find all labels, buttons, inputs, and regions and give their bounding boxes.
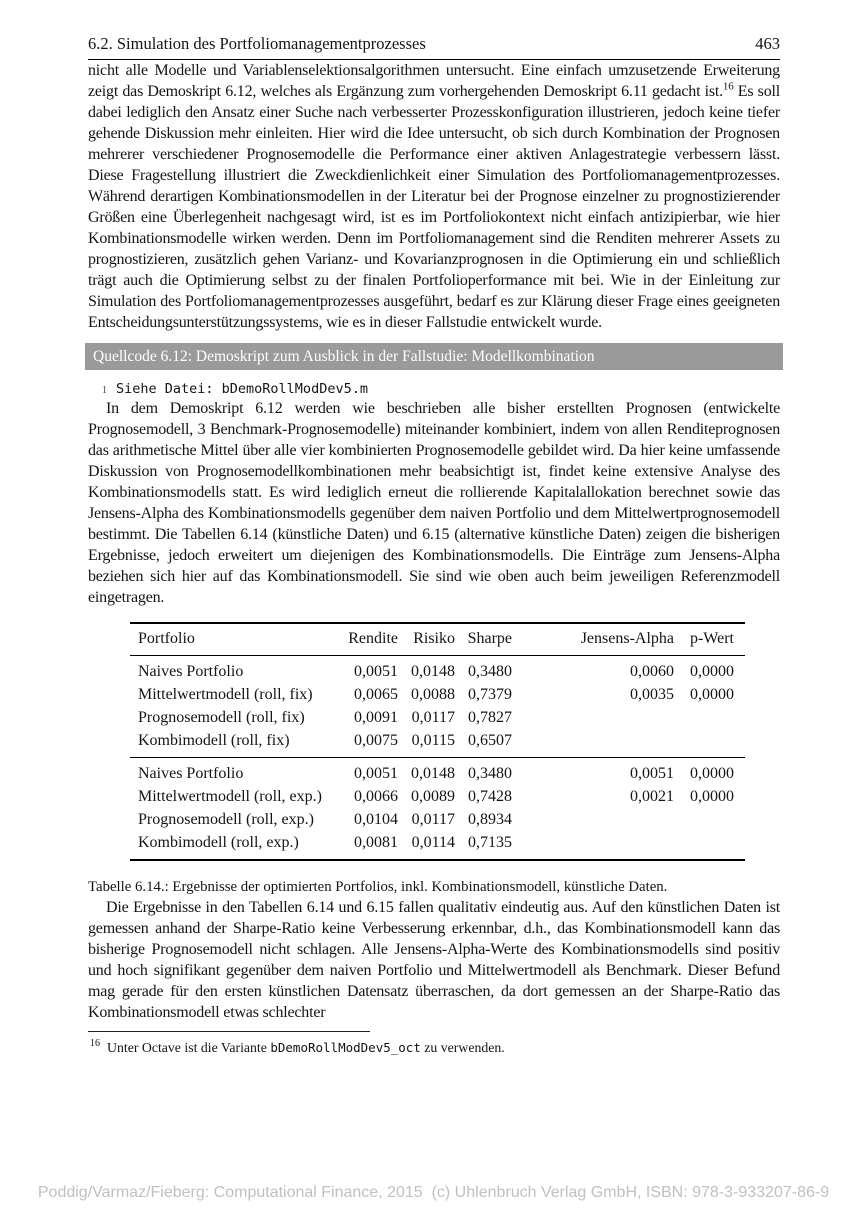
cell: 0,0000 xyxy=(690,765,734,782)
cell xyxy=(674,706,745,729)
table-row xyxy=(130,656,745,684)
cell: Kombimodell (roll, fix) xyxy=(138,732,290,749)
cell: Naives Portfolio xyxy=(138,663,244,680)
running-header xyxy=(88,34,780,60)
cell: 0,0091 xyxy=(354,709,398,726)
table-row xyxy=(130,808,745,831)
table-row xyxy=(130,683,745,706)
cell: 0,0021 xyxy=(630,788,674,805)
cell: Mittelwertmodell (roll, fix) xyxy=(138,686,313,703)
col-header-sharpe: Sharpe xyxy=(467,630,512,647)
paragraph-3: Die Ergebnisse in den Tabellen 6.14 und 6.15 fallen qualitativ eindeutig aus. Auf den künstlichen Daten ist gemessen anhand der Sharpe-Ratio keine Verbesserung erkennbar, d.h., das Kombinationsmodell kann das bisherige Prognosemodell nicht schlagen. Alle Jensens-Alpha-Werte des Kombinationsmodells sind positiv und hoch signifikant gegenüber dem naiven Portfolio und Mittelwertmodell als Benchmark. Dieser Befund mag gerade für den ersten künstlichen Datensatz überraschen, da dort gemessen an der Sharpe-Ratio das Kombinationsmodell etwas schlechter xyxy=(88,899,780,1021)
cell xyxy=(512,831,674,860)
cell: 0,0035 xyxy=(630,686,674,703)
cell: 0,0114 xyxy=(411,834,455,851)
table-row xyxy=(130,831,745,860)
code-line-number: 1 xyxy=(102,385,107,396)
col-header-risiko: Risiko xyxy=(413,630,455,647)
cell: 0,7827 xyxy=(468,709,512,726)
cell: 0,3480 xyxy=(468,765,512,782)
col-header-portfolio: Portfolio xyxy=(138,630,195,647)
footnote-marker: 16 xyxy=(90,1038,100,1050)
cell: 0,0081 xyxy=(354,834,398,851)
cell: 0,0117 xyxy=(411,811,455,828)
table-header-row xyxy=(130,623,745,656)
cell: 0,0060 xyxy=(630,663,674,680)
cell xyxy=(674,729,745,758)
section-title: 6.2. Simulation des Portfoliomanagementprozesses xyxy=(88,34,426,53)
code-line xyxy=(88,381,780,398)
cell: Prognosemodell (roll, fix) xyxy=(138,709,305,726)
footnote-reference: 16 xyxy=(722,80,734,93)
page-number: 463 xyxy=(755,34,780,53)
footnote-text: Unter Octave ist die Variante xyxy=(107,1040,271,1055)
cell: 0,0051 xyxy=(630,765,674,782)
table-caption: Tabelle 6.14.: Ergebnisse der optimierten Portfolios, inkl. Kombinationsmodell, künstliche Daten. xyxy=(88,879,668,895)
table-header xyxy=(130,623,745,656)
page-footer: Poddig/Varmaz/Fieberg: Computational Finance, 2015 (c) Uhlenbruch Verlag GmbH, ISBN: 978-3-933207-86-9 xyxy=(37,1184,830,1201)
cell: 0,0148 xyxy=(411,663,455,680)
cell: 0,7428 xyxy=(468,788,512,805)
cell: 0,0051 xyxy=(354,663,398,680)
text-block xyxy=(88,34,780,1057)
cell: 0,6507 xyxy=(468,732,512,749)
cell: Naives Portfolio xyxy=(138,765,244,782)
table-row xyxy=(130,729,745,758)
results-table xyxy=(130,622,745,861)
listing-title: Quellcode 6.12: Demoskript zum Ausblick in der Fallstudie: Modellkombination xyxy=(85,343,783,370)
col-header-jensens-alpha: Jensens-Alpha xyxy=(580,630,674,647)
cell: 0,0000 xyxy=(690,663,734,680)
cell: 0,3480 xyxy=(468,663,512,680)
cell: 0,0088 xyxy=(411,686,455,703)
footnote-code: bDemoRollModDev5_oct xyxy=(270,1040,421,1055)
cell: 0,0117 xyxy=(411,709,455,726)
code-listing xyxy=(88,343,780,398)
cell: Mittelwertmodell (roll, exp.) xyxy=(138,788,322,805)
footnote-separator xyxy=(88,1031,370,1032)
cell: 0,0104 xyxy=(354,811,398,828)
table-row xyxy=(130,758,745,786)
cell xyxy=(674,831,745,860)
cell: 0,0065 xyxy=(354,686,398,703)
footnote-text-end: zu verwenden. xyxy=(420,1040,505,1055)
cell: 0,0000 xyxy=(690,788,734,805)
cell: 0,7135 xyxy=(468,834,512,851)
table-row xyxy=(130,785,745,808)
paragraph-1 xyxy=(88,60,780,333)
cell: 0,0066 xyxy=(354,788,398,805)
col-header-p-wert: p-Wert xyxy=(689,630,734,647)
cell xyxy=(512,729,674,758)
cell: 0,0089 xyxy=(411,788,455,805)
cell: Kombimodell (roll, exp.) xyxy=(138,834,299,851)
cell: 0,0000 xyxy=(690,686,734,703)
table-group-exp xyxy=(130,758,745,861)
paragraph-1-text: nicht alle Modelle und Variablenselektionsalgorithmen untersucht. Eine einfach umzusetzende Erweiterung zeigt das Demoskript 6.12, welches als Ergänzung zum vorhergehenden Demoskript 6.11 gedacht ist. xyxy=(88,62,780,100)
cell xyxy=(512,706,674,729)
footnote xyxy=(88,1039,780,1057)
cell: Prognosemodell (roll, exp.) xyxy=(138,811,314,828)
cell: 0,0115 xyxy=(411,732,455,749)
table-group-fix xyxy=(130,656,745,758)
table-row xyxy=(130,706,745,729)
paragraph-2: In dem Demoskript 6.12 werden wie beschrieben alle bisher erstellten Prognosen (entwickelte Prognosemodell, 3 Benchmark-Prognosemodelle) miteinander kombiniert, indem von allen Renditeprognosen das arithmetische Mittel über alle vier kombinierten Prognosemodelle gebildet wird. Da hier keine umfassende Diskussion von Prognosemodellkombinationen mehr beabsichtigt ist, findet keine extensive Analyse des Kombinationsmodells statt. Es wird lediglich erneut die rollierende Kapitalallokation berechnet sowie das Jensens-Alpha des Kombinationsmodells gegenüber dem naiven Portfolio und dem Mittelwertprognosemodell bestimmt. Die Tabellen 6.14 (künstliche Daten) und 6.15 (alternative künstliche Daten) zeigen die bisherigen Ergebnisse, jedoch erweitert um diejenigen des Kombinationsmodells. Die Einträge zum Jensens-Alpha beziehen sich hier auf das Kombinationsmodell. Sie sind wie oben auch beim jeweiligen Referenzmodell eingetragen. xyxy=(88,400,780,606)
code-text: Siehe Datei: bDemoRollModDev5.m xyxy=(116,381,368,397)
cell: 0,0051 xyxy=(354,765,398,782)
cell xyxy=(674,808,745,831)
cell xyxy=(512,808,674,831)
col-header-rendite: Rendite xyxy=(348,630,398,647)
cell: 0,7379 xyxy=(468,686,512,703)
cell: 0,0075 xyxy=(354,732,398,749)
cell: 0,8934 xyxy=(468,811,512,828)
paragraph-1-text-cont: Es soll dabei lediglich den Ansatz einer Suche nach verbesserter Prozesskonfiguration illustrieren, jedoch keine tiefer gehende Diskussion mehr einleiten. Hier wird die Idee untersucht, ob sich durch Kombination der Prognosen mehrerer verschiedener Prognosemodelle die Performance einer aktiven Anlagestrategie verbessern lässt. Diese Fragestellung illustriert die Zweckdienlichkeit einer Simulation des Portfoliomanagementprozesses. Während derartigen Kombinationsmodellen in der Literatur bei der Prognose einzelner zu prognostizierender Größen eine Überlegenheit nachgesagt wird, ist es im Portfoliokontext nicht einfach antizipierbar, wie hier Kombinationsmodelle wirken werden. Denn im Portfoliomanagement sind die Renditen mehrerer Assets zu prognostizieren, zusätzlich gehen Varianz- und Kovarianzprognosen in die Optimierung ein und schließlich trägt auch die Optimierung selbst zu der finalen Portfolioperformance mit bei. Wie in der Einleitung zur Simulation des Portfoliomanagementprozesses ausgeführt, bedarf es zur Klärung dieser Frage eines geeigneten Entscheidungsunterstützungssystems, wie es in dieser Fallstudie entwickelt wurde. xyxy=(88,83,780,331)
cell: 0,0148 xyxy=(411,765,455,782)
